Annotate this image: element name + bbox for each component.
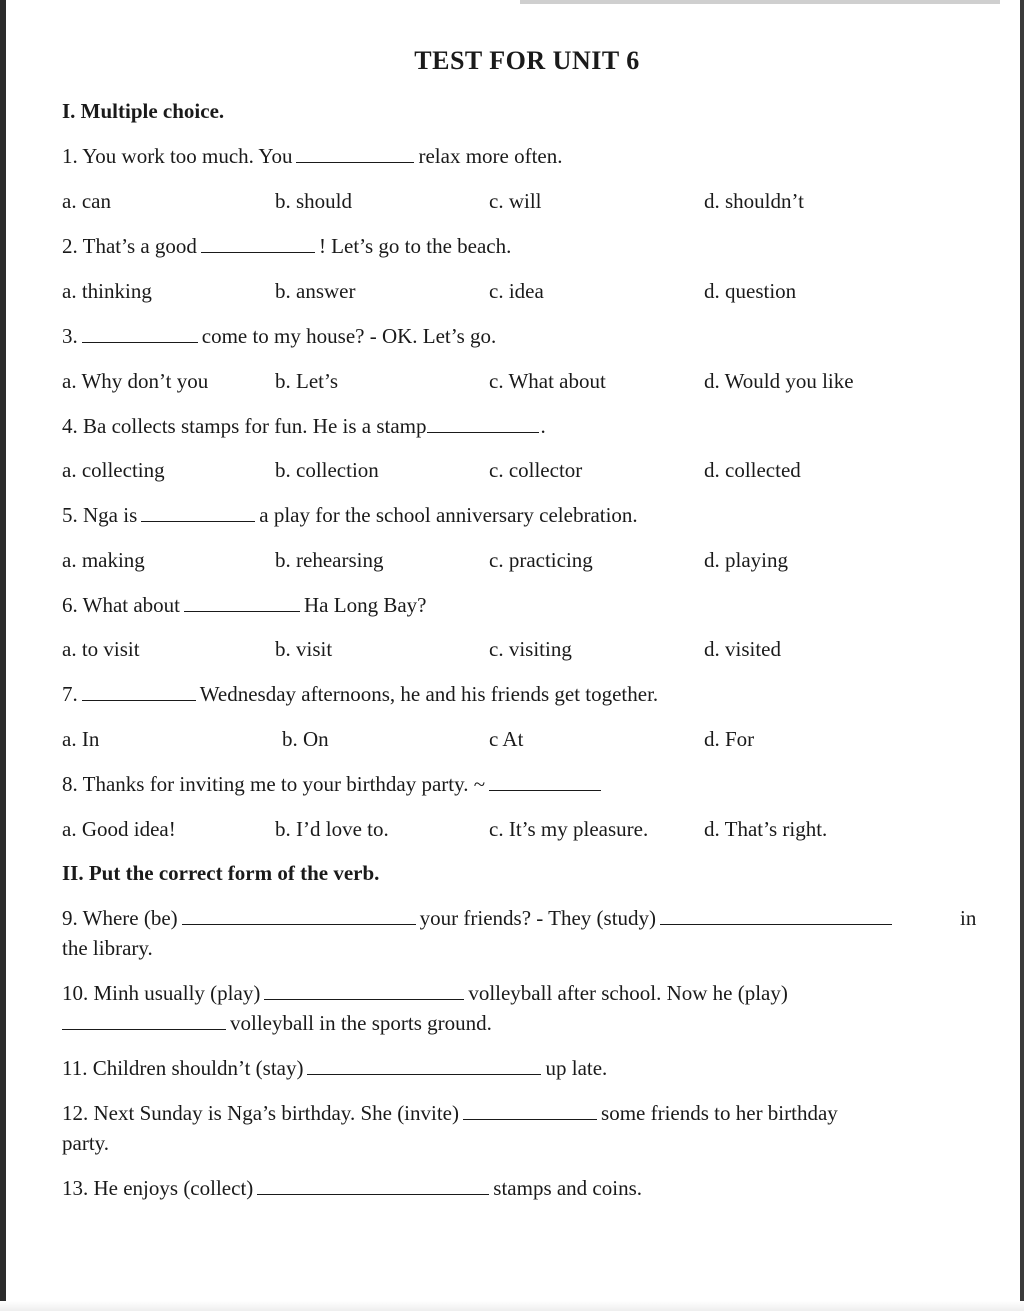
page-edge-right bbox=[1020, 0, 1024, 1311]
option-b[interactable]: b. Let’s bbox=[275, 369, 338, 393]
option-c[interactable]: c. will bbox=[489, 189, 542, 213]
answer-blank[interactable] bbox=[427, 414, 539, 433]
page-title: TEST FOR UNIT 6 bbox=[414, 46, 640, 75]
question-12-continued: party. bbox=[62, 1131, 110, 1155]
answer-blank[interactable] bbox=[62, 1011, 226, 1030]
option-d[interactable]: d. Would you like bbox=[704, 369, 854, 393]
question-9-continued: the library. bbox=[62, 936, 153, 960]
option-b[interactable]: b. On bbox=[282, 727, 329, 751]
question-13: 13. He enjoys (collect) stamps and coins. bbox=[62, 1176, 643, 1200]
page-edge-left bbox=[0, 0, 6, 1311]
option-a[interactable]: a. making bbox=[62, 548, 145, 572]
option-b[interactable]: b. visit bbox=[275, 637, 333, 661]
question-9: 9. Where (be) your friends? - They (study) bbox=[62, 906, 896, 931]
option-c[interactable]: c. What about bbox=[489, 369, 606, 393]
section-heading-verb-form: II. Put the correct form of the verb. bbox=[62, 861, 380, 885]
option-c[interactable]: c. collector bbox=[489, 458, 583, 482]
option-a[interactable]: a. Why don’t you bbox=[62, 369, 209, 393]
option-d[interactable]: d. playing bbox=[704, 548, 788, 572]
answer-blank[interactable] bbox=[184, 593, 300, 612]
question-11: 11. Children shouldn’t (stay) up late. bbox=[62, 1056, 608, 1080]
option-c[interactable]: c. practicing bbox=[489, 548, 593, 572]
option-a[interactable]: a. collecting bbox=[62, 458, 165, 482]
answer-blank[interactable] bbox=[182, 906, 416, 925]
option-a[interactable]: a. to visit bbox=[62, 637, 140, 661]
option-a[interactable]: a. Good idea! bbox=[62, 817, 176, 841]
question-9-tail: in bbox=[960, 906, 977, 930]
option-b[interactable]: b. collection bbox=[275, 458, 379, 482]
option-b[interactable]: b. should bbox=[275, 189, 353, 213]
option-d[interactable]: d. shouldn’t bbox=[704, 189, 804, 213]
option-c[interactable]: c. It’s my pleasure. bbox=[489, 817, 649, 841]
question-1: 1. You work too much. You relax more often. bbox=[62, 144, 563, 168]
question-10: 10. Minh usually (play) volleyball after school. Now he (play) bbox=[62, 981, 788, 1005]
bottom-shadow bbox=[0, 1301, 1024, 1311]
option-a[interactable]: a. In bbox=[62, 727, 100, 751]
answer-blank[interactable] bbox=[82, 682, 196, 701]
option-d[interactable]: d. That’s right. bbox=[704, 817, 828, 841]
option-c[interactable]: c At bbox=[489, 727, 524, 751]
question-3: 3. come to my house? - OK. Let’s go. bbox=[62, 324, 497, 348]
answer-blank[interactable] bbox=[307, 1056, 541, 1075]
option-b[interactable]: b. I’d love to. bbox=[275, 817, 389, 841]
answer-blank[interactable] bbox=[660, 906, 892, 925]
answer-blank[interactable] bbox=[201, 234, 315, 253]
question-5: 5. Nga is a play for the school anniversary celebration. bbox=[62, 503, 638, 527]
option-d[interactable]: d. visited bbox=[704, 637, 781, 661]
question-10-continued: volleyball in the sports ground. bbox=[62, 1011, 492, 1036]
answer-blank[interactable] bbox=[296, 144, 414, 163]
answer-blank[interactable] bbox=[489, 772, 601, 791]
option-d[interactable]: d. question bbox=[704, 279, 797, 303]
question-6: 6. What about Ha Long Bay? bbox=[62, 593, 427, 617]
section-heading-multiple-choice: I. Multiple choice. bbox=[62, 99, 225, 123]
question-7: 7. Wednesday afternoons, he and his friends get together. bbox=[62, 682, 659, 706]
answer-blank[interactable] bbox=[264, 981, 464, 1000]
top-shadow bbox=[520, 0, 1000, 4]
answer-blank[interactable] bbox=[141, 503, 255, 522]
option-d[interactable]: d. For bbox=[704, 727, 755, 751]
answer-blank[interactable] bbox=[257, 1176, 489, 1195]
option-d[interactable]: d. collected bbox=[704, 458, 801, 482]
answer-blank[interactable] bbox=[82, 324, 198, 343]
option-c[interactable]: c. visiting bbox=[489, 637, 572, 661]
question-8: 8. Thanks for inviting me to your birthday party. ~ bbox=[62, 772, 605, 797]
option-b[interactable]: b. rehearsing bbox=[275, 548, 384, 572]
question-12: 12. Next Sunday is Nga’s birthday. She (invite) some friends to her birthday bbox=[62, 1101, 838, 1125]
answer-blank[interactable] bbox=[463, 1101, 597, 1120]
option-b[interactable]: b. answer bbox=[275, 279, 356, 303]
option-a[interactable]: a. thinking bbox=[62, 279, 152, 303]
question-4: 4. Ba collects stamps for fun. He is a stamp . bbox=[62, 414, 546, 438]
question-2: 2. That’s a good ! Let’s go to the beach. bbox=[62, 234, 512, 258]
option-a[interactable]: a. can bbox=[62, 189, 111, 213]
option-c[interactable]: c. idea bbox=[489, 279, 544, 303]
